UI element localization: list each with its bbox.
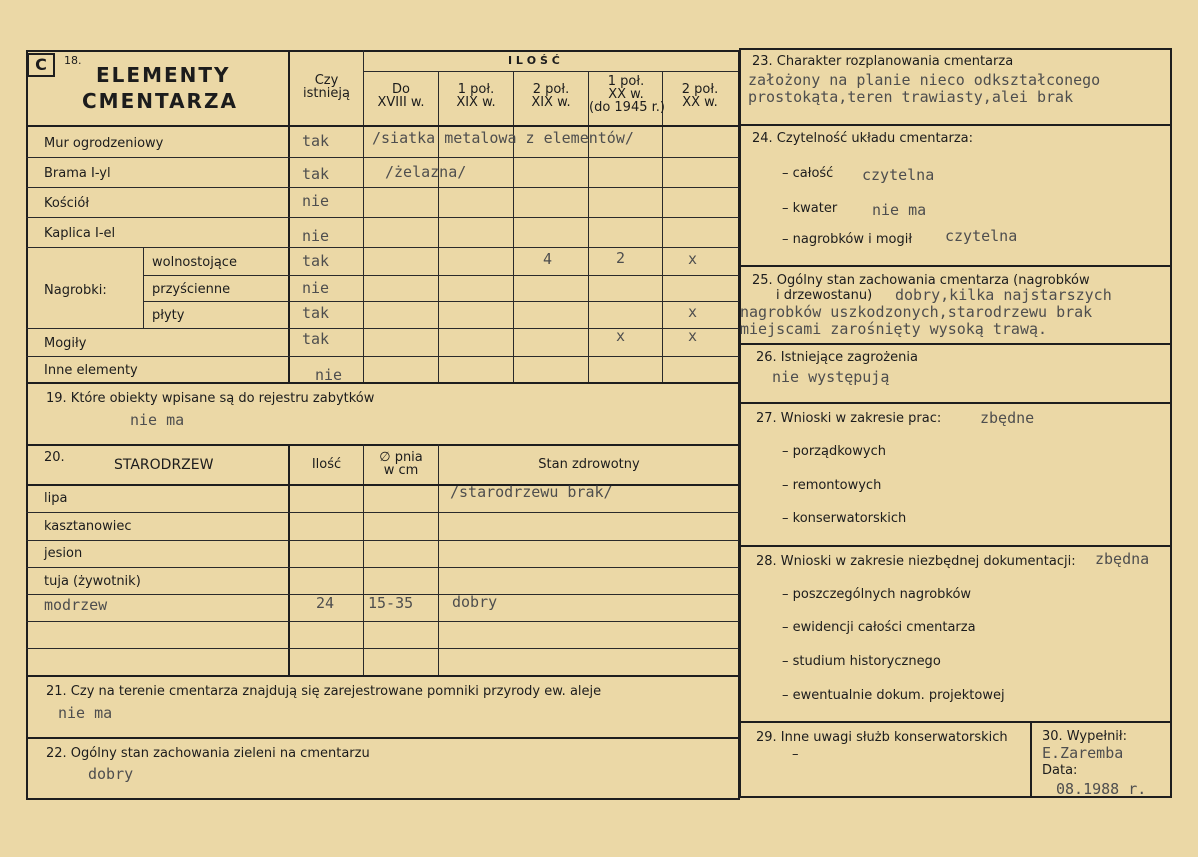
s20-row-tuja: tuja (żywotnik) — [44, 574, 141, 589]
s20-row-modrzew: modrzew — [44, 596, 108, 614]
s24-item-nagrobkow: – nagrobków i mogił — [782, 232, 913, 247]
row-value-mogily-20a: x — [616, 327, 626, 345]
col-header-ilosc: I L O Ś Ć — [508, 54, 560, 67]
s20-col-health: Stan zdrowotny — [538, 457, 640, 472]
s20-modrzew-health: dobry — [452, 593, 498, 611]
s24-value-kwater: nie ma — [872, 201, 927, 219]
row-note-brama: /żelazna/ — [385, 163, 467, 181]
s26-label: 26. Istniejące zagrożenia — [756, 350, 918, 365]
s28-item-nagrobkow: – poszczególnych nagrobków — [782, 587, 972, 602]
row-label-wolnostojace: wolnostojące — [152, 255, 237, 270]
s20-modrzew-qty: 24 — [316, 594, 335, 612]
row-exists-kaplica: nie — [302, 227, 330, 245]
col-header-exists: Czy istnieją — [303, 73, 350, 101]
s27-value: zbędne — [980, 409, 1035, 427]
row-label-mur: Mur ogrodzeniowy — [44, 136, 164, 151]
s27-item-konserwatorskich: – konserwatorskich — [782, 511, 907, 526]
row-exists-brama: tak — [302, 165, 330, 183]
row-exists-przyscienne: nie — [302, 279, 330, 297]
s27-label: 27. Wnioski w zakresie prac: — [756, 411, 942, 426]
s23-label: 23. Charakter rozplanowania cmentarza — [752, 54, 1014, 69]
row-exists-inne: nie — [315, 366, 343, 384]
col-header-20a: 1 poł. XX w. (do 1945 r.) — [589, 74, 665, 115]
col-header-19b: 2 poł. XIX w. — [531, 82, 571, 110]
s20-col-diameter: ∅ pnia w cm — [379, 450, 423, 478]
s20-row-kasztanowiec: kasztanowiec — [44, 519, 132, 534]
s20-col-qty: Ilość — [311, 457, 342, 472]
s28-label: 28. Wnioski w zakresie niezbędnej dokumentacji: — [756, 554, 1076, 569]
s29-value: – — [792, 747, 799, 762]
row-exists-plyty: tak — [302, 304, 330, 322]
s20-row-lipa: lipa — [44, 491, 68, 506]
col-header-pre18: Do XVIII w. — [377, 82, 425, 110]
s25-value-line3: miejscami zarośnięty wysoką trawą. — [740, 320, 1048, 338]
s20-modrzew-diameter: 15-35 — [368, 594, 414, 612]
row-label-kosciol: Kościół — [44, 196, 90, 211]
s25-label-line2: i drzewostanu) — [776, 288, 873, 303]
s24-item-calosc: – całość — [782, 166, 834, 181]
row-label-brama: Brama I-yl — [44, 166, 111, 181]
row-value-wolnostojace-19b: 4 — [543, 250, 553, 268]
s24-value-calosc: czytelna — [862, 166, 935, 184]
row-exists-kosciol: nie — [302, 192, 330, 210]
s23-value-line2: prostokąta,teren trawiasty,alei brak — [748, 88, 1074, 106]
s20-number: 20. — [44, 450, 65, 465]
s27-item-remontowych: – remontowych — [782, 478, 882, 493]
row-value-mogily-20b: x — [688, 327, 698, 345]
row-note-mur: /siatka metalowa z elementów/ — [372, 129, 634, 147]
s28-item-studium: – studium historycznego — [782, 654, 941, 669]
s28-item-projektowej: – ewentualnie dokum. projektowej — [782, 688, 1005, 703]
col-header-20b: 2 poł. XX w. — [681, 82, 719, 110]
row-exists-wolnostojace: tak — [302, 252, 330, 270]
s19-value: nie ma — [130, 411, 185, 429]
col-header-19a: 1 poł. XIX w. — [456, 82, 496, 110]
s23-value-line1: założony na planie nieco odkształconego — [748, 71, 1101, 89]
row-exists-mogily: tak — [302, 330, 330, 348]
s29-label: 29. Inne uwagi służb konserwatorskich — [756, 730, 1008, 745]
s25-value-line2: nagrobków uszkodzonych,starodrzewu brak — [740, 303, 1093, 321]
s22-label: 22. Ogólny stan zachowania zieleni na cmentarzu — [46, 746, 370, 761]
row-label-inne: Inne elementy — [44, 363, 138, 378]
row-label-plyty: płyty — [152, 308, 185, 323]
s18-title-line2: CMENTARZA — [82, 89, 238, 113]
row-exists-mur: tak — [302, 132, 330, 150]
s30-label: 30. Wypełnił: — [1042, 729, 1127, 744]
row-label-kaplica: Kaplica I-el — [44, 226, 116, 241]
s20-note: /starodrzewu brak/ — [450, 483, 613, 501]
s18-title-line1: ELEMENTY — [96, 63, 231, 87]
s24-label: 24. Czytelność układu cmentarza: — [752, 131, 974, 146]
s28-value: zbędna — [1095, 550, 1150, 568]
s19-label: 19. Które obiekty wpisane są do rejestru zabytków — [46, 391, 375, 406]
s30-date-label: Data: — [1042, 763, 1078, 778]
s20-title: STARODRZEW — [114, 457, 214, 473]
row-label-nagrobki: Nagrobki: — [44, 283, 107, 298]
s30-value: E.Zaremba — [1042, 744, 1124, 762]
s18-number: 18. — [64, 54, 82, 67]
s24-item-kwater: – kwater — [782, 201, 838, 216]
row-value-wolnostojace-20a: 2 — [616, 249, 626, 267]
row-label-przyscienne: przyścienne — [152, 282, 231, 297]
s26-value: nie występują — [772, 368, 890, 386]
s22-value: dobry — [88, 765, 134, 783]
s24-value-nagrobkow: czytelna — [945, 227, 1018, 245]
section-letter: C — [27, 53, 55, 77]
s25-label-line1: 25. Ogólny stan zachowania cmentarza (nagrobków — [752, 273, 1090, 288]
s21-label: 21. Czy na terenie cmentarza znajdują się zarejestrowane pomniki przyrody ew. aleje — [46, 684, 602, 699]
s28-item-ewidencji: – ewidencji całości cmentarza — [782, 620, 976, 635]
row-value-wolnostojace-20b: x — [688, 250, 698, 268]
row-value-plyty-20b: x — [688, 303, 698, 321]
s27-item-porzadkowych: – porządkowych — [782, 444, 886, 459]
s20-row-jesion: jesion — [44, 546, 83, 561]
row-label-mogily: Mogiły — [44, 336, 87, 351]
s30-date-value: 08.1988 r. — [1056, 780, 1147, 798]
s21-value: nie ma — [58, 704, 113, 722]
s25-value-line1: dobry,kilka najstarszych — [895, 286, 1112, 304]
